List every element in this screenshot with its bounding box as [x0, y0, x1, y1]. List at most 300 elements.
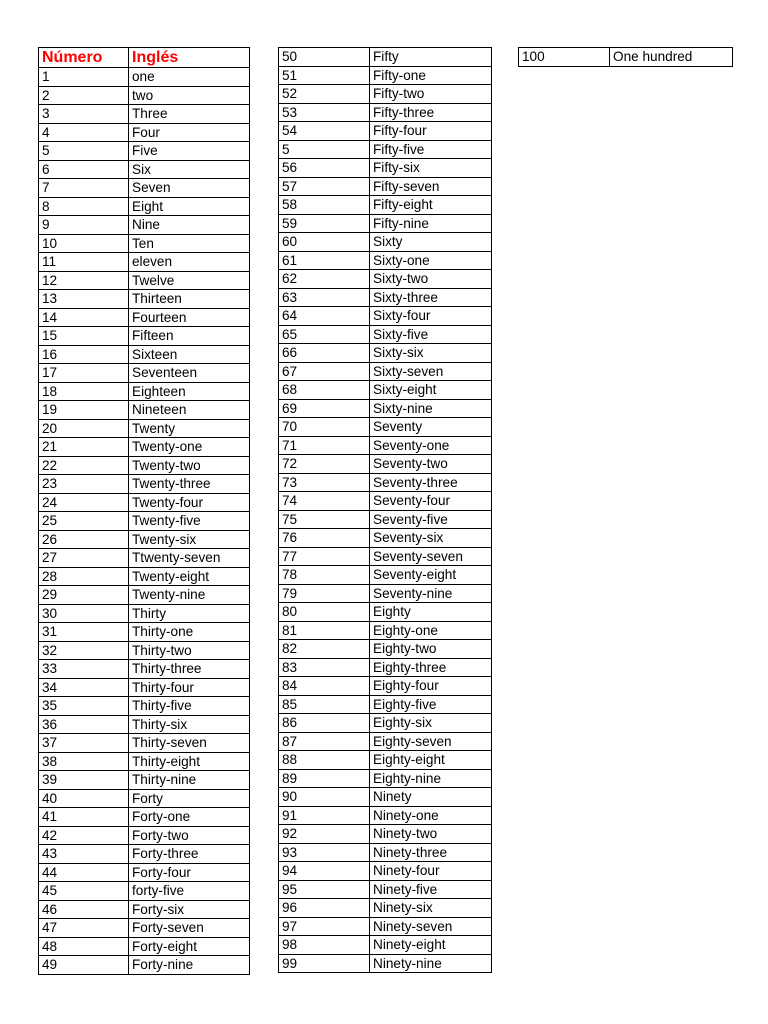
english-word-cell: Twenty-one: [129, 438, 250, 457]
number-cell: 56: [279, 159, 370, 178]
number-cell: 99: [279, 954, 370, 973]
table-row: [279, 270, 492, 289]
table-row: [39, 290, 250, 309]
english-word-cell: Eighteen: [129, 382, 250, 401]
table-body: [279, 48, 492, 973]
number-cell: 21: [39, 438, 129, 457]
english-word-cell: Seventy-six: [370, 529, 492, 548]
english-word-cell: Seventy: [370, 418, 492, 437]
number-cell: 44: [39, 863, 129, 882]
english-word-cell: Ninety-three: [370, 843, 492, 862]
table-row: [279, 66, 492, 85]
number-cell: 32: [39, 641, 129, 660]
table-row: [39, 123, 250, 142]
number-cell: 65: [279, 325, 370, 344]
table-row: [279, 529, 492, 548]
table-row: [39, 882, 250, 901]
table-row: [279, 510, 492, 529]
number-cell: 38: [39, 752, 129, 771]
english-word-cell: Thirty-five: [129, 697, 250, 716]
number-cell: 74: [279, 492, 370, 511]
table-row: [39, 271, 250, 290]
table-row: [279, 381, 492, 400]
table-row: [279, 48, 492, 67]
table-row: [279, 584, 492, 603]
number-cell: 91: [279, 806, 370, 825]
number-cell: 75: [279, 510, 370, 529]
number-cell: 79: [279, 584, 370, 603]
number-cell: 17: [39, 364, 129, 383]
number-cell: 50: [279, 48, 370, 67]
english-word-cell: Sixty: [370, 233, 492, 252]
english-word-cell: Forty-seven: [129, 919, 250, 938]
table-row: [279, 899, 492, 918]
english-word-cell: Fourteen: [129, 308, 250, 327]
english-word-cell: Fifty-seven: [370, 177, 492, 196]
number-cell: 39: [39, 771, 129, 790]
english-word-cell: Twenty-six: [129, 530, 250, 549]
english-word-cell: Thirty-one: [129, 623, 250, 642]
number-cell: 54: [279, 122, 370, 141]
number-cell: 89: [279, 769, 370, 788]
table-row: [39, 456, 250, 475]
number-cell: 41: [39, 808, 129, 827]
table-row: [39, 253, 250, 272]
english-word-cell: Seven: [129, 179, 250, 198]
english-word-cell: One hundred: [610, 48, 733, 67]
table-body: [519, 48, 733, 67]
number-cell: 23: [39, 475, 129, 494]
number-cell: 31: [39, 623, 129, 642]
number-cell: 47: [39, 919, 129, 938]
english-word-cell: Twenty-eight: [129, 567, 250, 586]
english-word-cell: Ninety-nine: [370, 954, 492, 973]
number-cell: 60: [279, 233, 370, 252]
english-word-cell: Fifty-three: [370, 103, 492, 122]
table-row: [39, 734, 250, 753]
number-cell: 7: [39, 179, 129, 198]
table-row: [39, 826, 250, 845]
table-row: [279, 677, 492, 696]
table-row: [39, 105, 250, 124]
english-word-cell: Twenty-five: [129, 512, 250, 531]
english-word-cell: Ninety-four: [370, 862, 492, 881]
english-word-cell: Six: [129, 160, 250, 179]
table-row: [39, 678, 250, 697]
number-cell: 96: [279, 899, 370, 918]
number-cell: 53: [279, 103, 370, 122]
number-cell: 24: [39, 493, 129, 512]
english-word-cell: Fifty-five: [370, 140, 492, 159]
number-cell: 45: [39, 882, 129, 901]
table-row: [39, 752, 250, 771]
table-row: [39, 364, 250, 383]
number-cell: 20: [39, 419, 129, 438]
number-cell: 40: [39, 789, 129, 808]
english-word-cell: Ninety-six: [370, 899, 492, 918]
english-word-cell: Fifty-nine: [370, 214, 492, 233]
english-word-cell: eleven: [129, 253, 250, 272]
table-row: [279, 769, 492, 788]
number-cell: 85: [279, 695, 370, 714]
number-cell: 92: [279, 825, 370, 844]
english-word-cell: Twenty-nine: [129, 586, 250, 605]
table-row: [39, 919, 250, 938]
number-cell: 4: [39, 123, 129, 142]
number-cell: 35: [39, 697, 129, 716]
number-cell: 15: [39, 327, 129, 346]
number-cell: 9: [39, 216, 129, 235]
english-word-cell: Seventy-three: [370, 473, 492, 492]
table-row: [279, 325, 492, 344]
number-cell: 36: [39, 715, 129, 734]
number-cell: 58: [279, 196, 370, 215]
english-word-cell: Sixteen: [129, 345, 250, 364]
number-cell: 78: [279, 566, 370, 585]
table-row: [279, 825, 492, 844]
table-row: [279, 418, 492, 437]
table-row: [39, 937, 250, 956]
table-row: [39, 438, 250, 457]
english-word-cell: Eighty-three: [370, 658, 492, 677]
english-word-cell: Fifty-four: [370, 122, 492, 141]
english-word-cell: one: [129, 68, 250, 87]
table-row: [39, 623, 250, 642]
number-cell: 84: [279, 677, 370, 696]
numbers-table-1-to-49: [38, 47, 250, 975]
number-cell: 12: [39, 271, 129, 290]
english-word-cell: Twelve: [129, 271, 250, 290]
english-word-cell: Seventy-two: [370, 455, 492, 474]
table-row: [39, 308, 250, 327]
english-word-cell: Forty-eight: [129, 937, 250, 956]
table-row: [39, 641, 250, 660]
number-cell: 11: [39, 253, 129, 272]
english-word-cell: Thirty-seven: [129, 734, 250, 753]
number-cell: 51: [279, 66, 370, 85]
table-row: [39, 234, 250, 253]
number-cell: 22: [39, 456, 129, 475]
number-cell: 90: [279, 788, 370, 807]
table-row: [279, 640, 492, 659]
english-word-cell: Sixty-one: [370, 251, 492, 270]
table-row: [279, 214, 492, 233]
table-row: [279, 251, 492, 270]
table-row: [39, 900, 250, 919]
number-cell: 37: [39, 734, 129, 753]
number-cell: 82: [279, 640, 370, 659]
number-cell: 16: [39, 345, 129, 364]
number-cell: 66: [279, 344, 370, 363]
english-word-cell: Sixty-seven: [370, 362, 492, 381]
english-word-cell: Seventeen: [129, 364, 250, 383]
english-word-cell: Seventy-four: [370, 492, 492, 511]
column-header-english: Inglés: [129, 48, 250, 68]
number-cell: 95: [279, 880, 370, 899]
english-word-cell: Thirty-six: [129, 715, 250, 734]
number-cell: 62: [279, 270, 370, 289]
table-row: [39, 845, 250, 864]
table-row: [39, 789, 250, 808]
english-word-cell: Seventy-one: [370, 436, 492, 455]
table-row: [39, 808, 250, 827]
english-word-cell: Forty: [129, 789, 250, 808]
number-cell: 59: [279, 214, 370, 233]
english-word-cell: Fifty-eight: [370, 196, 492, 215]
table-row: [279, 196, 492, 215]
number-cell: 46: [39, 900, 129, 919]
number-cell: 2: [39, 86, 129, 105]
number-cell: 48: [39, 937, 129, 956]
table-row: [39, 345, 250, 364]
english-word-cell: Seventy-seven: [370, 547, 492, 566]
english-word-cell: Thirty-two: [129, 641, 250, 660]
table-row: [39, 68, 250, 87]
english-word-cell: Twenty-three: [129, 475, 250, 494]
number-cell: 26: [39, 530, 129, 549]
english-word-cell: Forty-nine: [129, 956, 250, 975]
english-word-cell: Twenty-two: [129, 456, 250, 475]
table-row: [279, 714, 492, 733]
number-cell: 18: [39, 382, 129, 401]
english-word-cell: Three: [129, 105, 250, 124]
number-cell: 8: [39, 197, 129, 216]
table-row: [279, 492, 492, 511]
table-row: [279, 621, 492, 640]
english-word-cell: Eighty-nine: [370, 769, 492, 788]
table-row: [39, 697, 250, 716]
english-word-cell: Thirteen: [129, 290, 250, 309]
table-row: [39, 216, 250, 235]
table-row: [39, 956, 250, 975]
table-row: [519, 48, 733, 67]
english-word-cell: Eighty-six: [370, 714, 492, 733]
english-word-cell: Ninety-five: [370, 880, 492, 899]
numbers-table-100: [518, 47, 733, 67]
table-row: [279, 936, 492, 955]
table-row: [279, 288, 492, 307]
number-cell: 19: [39, 401, 129, 420]
table-row: [279, 399, 492, 418]
english-word-cell: Ten: [129, 234, 250, 253]
english-word-cell: Sixty-six: [370, 344, 492, 363]
table-row: [39, 586, 250, 605]
english-word-cell: Sixty-five: [370, 325, 492, 344]
english-word-cell: Eighty-four: [370, 677, 492, 696]
english-word-cell: Nineteen: [129, 401, 250, 420]
table-row: [279, 806, 492, 825]
table-row: [279, 103, 492, 122]
table-row: [279, 917, 492, 936]
table-row: [279, 880, 492, 899]
english-word-cell: forty-five: [129, 882, 250, 901]
table-row: [279, 695, 492, 714]
english-word-cell: two: [129, 86, 250, 105]
number-cell: 14: [39, 308, 129, 327]
number-cell: 77: [279, 547, 370, 566]
english-word-cell: Seventy-nine: [370, 584, 492, 603]
table-row: [279, 344, 492, 363]
table-row: [39, 86, 250, 105]
number-cell: 73: [279, 473, 370, 492]
table-row: [279, 455, 492, 474]
number-cell: 98: [279, 936, 370, 955]
english-word-cell: Sixty-three: [370, 288, 492, 307]
english-word-cell: Four: [129, 123, 250, 142]
english-word-cell: Five: [129, 142, 250, 161]
english-word-cell: Forty-four: [129, 863, 250, 882]
english-word-cell: Thirty-eight: [129, 752, 250, 771]
table-row: [39, 567, 250, 586]
english-word-cell: Ninety-two: [370, 825, 492, 844]
english-word-cell: Thirty-four: [129, 678, 250, 697]
table-header-row: [39, 48, 250, 68]
english-word-cell: Sixty-nine: [370, 399, 492, 418]
english-word-cell: Seventy-five: [370, 510, 492, 529]
english-word-cell: Fifty-two: [370, 85, 492, 104]
english-word-cell: Sixty-eight: [370, 381, 492, 400]
table-row: [279, 547, 492, 566]
english-word-cell: Forty-six: [129, 900, 250, 919]
english-word-cell: Fifty-one: [370, 66, 492, 85]
english-word-cell: Thirty-nine: [129, 771, 250, 790]
table-row: [279, 658, 492, 677]
table-row: [279, 362, 492, 381]
english-word-cell: Ttwenty-seven: [129, 549, 250, 568]
number-cell: 72: [279, 455, 370, 474]
number-cell: 93: [279, 843, 370, 862]
table-row: [279, 566, 492, 585]
number-cell: 94: [279, 862, 370, 881]
table-row: [279, 954, 492, 973]
number-cell: 1: [39, 68, 129, 87]
number-cell: 71: [279, 436, 370, 455]
english-word-cell: Ninety-eight: [370, 936, 492, 955]
table-row: [39, 715, 250, 734]
number-cell: 42: [39, 826, 129, 845]
english-word-cell: Nine: [129, 216, 250, 235]
table-row: [39, 401, 250, 420]
table-row: [39, 419, 250, 438]
english-word-cell: Twenty: [129, 419, 250, 438]
column-header-number: Número: [39, 48, 129, 68]
number-cell: 69: [279, 399, 370, 418]
number-cell: 28: [39, 567, 129, 586]
number-cell: 97: [279, 917, 370, 936]
table-row: [39, 863, 250, 882]
table-row: [279, 862, 492, 881]
english-word-cell: Forty-one: [129, 808, 250, 827]
number-cell: 49: [39, 956, 129, 975]
english-word-cell: Fifty: [370, 48, 492, 67]
number-cell: 61: [279, 251, 370, 270]
english-word-cell: Eighty-two: [370, 640, 492, 659]
number-cell: 10: [39, 234, 129, 253]
number-cell: 52: [279, 85, 370, 104]
number-cell: 67: [279, 362, 370, 381]
number-cell: 34: [39, 678, 129, 697]
table-row: [39, 512, 250, 531]
number-cell: 76: [279, 529, 370, 548]
number-cell: 27: [39, 549, 129, 568]
english-word-cell: Ninety-seven: [370, 917, 492, 936]
number-cell: 83: [279, 658, 370, 677]
numbers-table-50-to-99: [278, 47, 492, 973]
number-cell: 70: [279, 418, 370, 437]
number-cell: 100: [519, 48, 610, 67]
english-word-cell: Thirty: [129, 604, 250, 623]
number-cell: 6: [39, 160, 129, 179]
table-row: [279, 85, 492, 104]
english-word-cell: Fifty-six: [370, 159, 492, 178]
english-word-cell: Thirty-three: [129, 660, 250, 679]
english-word-cell: Eighty: [370, 603, 492, 622]
english-word-cell: Ninety: [370, 788, 492, 807]
english-word-cell: Eighty-five: [370, 695, 492, 714]
table-row: [279, 603, 492, 622]
english-word-cell: Eighty-eight: [370, 751, 492, 770]
number-cell: 81: [279, 621, 370, 640]
number-cell: 13: [39, 290, 129, 309]
english-word-cell: Twenty-four: [129, 493, 250, 512]
table-row: [39, 660, 250, 679]
table-row: [39, 160, 250, 179]
number-cell: 43: [39, 845, 129, 864]
number-cell: 63: [279, 288, 370, 307]
english-word-cell: Eighty-one: [370, 621, 492, 640]
table-row: [39, 475, 250, 494]
table-row: [39, 549, 250, 568]
number-cell: 86: [279, 714, 370, 733]
table-row: [39, 327, 250, 346]
table-row: [279, 843, 492, 862]
table-row: [39, 179, 250, 198]
english-word-cell: Forty-two: [129, 826, 250, 845]
number-cell: 64: [279, 307, 370, 326]
table-row: [39, 382, 250, 401]
table-row: [279, 140, 492, 159]
number-cell: 88: [279, 751, 370, 770]
english-word-cell: Eight: [129, 197, 250, 216]
english-word-cell: Forty-three: [129, 845, 250, 864]
table-row: [279, 307, 492, 326]
number-cell: 33: [39, 660, 129, 679]
table-row: [279, 473, 492, 492]
english-word-cell: Ninety-one: [370, 806, 492, 825]
number-cell: 5: [279, 140, 370, 159]
table-body: [39, 68, 250, 975]
table-row: [279, 788, 492, 807]
table-row: [39, 493, 250, 512]
table-row: [279, 233, 492, 252]
table-row: [39, 142, 250, 161]
number-cell: 29: [39, 586, 129, 605]
english-word-cell: Sixty-two: [370, 270, 492, 289]
number-cell: 57: [279, 177, 370, 196]
number-cell: 80: [279, 603, 370, 622]
table-row: [279, 122, 492, 141]
number-cell: 3: [39, 105, 129, 124]
table-row: [279, 751, 492, 770]
number-cell: 30: [39, 604, 129, 623]
table-row: [279, 436, 492, 455]
table-row: [39, 197, 250, 216]
number-cell: 87: [279, 732, 370, 751]
number-cell: 5: [39, 142, 129, 161]
number-cell: 25: [39, 512, 129, 531]
english-word-cell: Fifteen: [129, 327, 250, 346]
table-row: [39, 771, 250, 790]
